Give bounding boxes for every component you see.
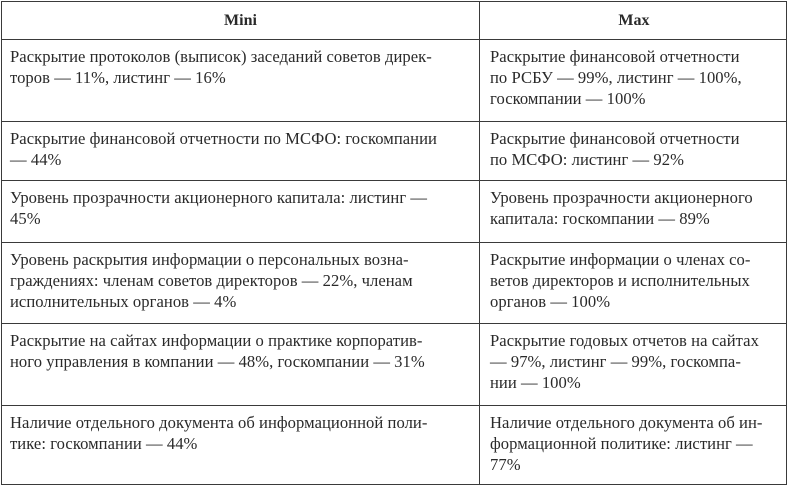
cell-text-line: по МСФО: листинг — 92% bbox=[490, 150, 684, 169]
cell-max bbox=[480, 122, 786, 180]
table-row bbox=[2, 406, 786, 484]
cell-text-line: граждениях: членам советов директоров — 22%, членам bbox=[10, 271, 413, 290]
cell-text-line: Раскрытие финансовой отчетности по МСФО: госкомпании bbox=[10, 129, 437, 148]
cell-text-line: Раскрытие информации о членах со- bbox=[490, 250, 751, 269]
cell-text-line: Раскрытие на сайтах информации о практике корпоратив- bbox=[10, 331, 423, 350]
cell-max bbox=[480, 243, 786, 323]
header-cell-max bbox=[480, 2, 786, 39]
header-label-mini: Mini bbox=[223, 12, 258, 29]
cell-text-line: торов — 11%, листинг — 16% bbox=[10, 68, 226, 87]
cell-text-line: — 97%, листинг — 99%, госкомпа- bbox=[490, 352, 741, 371]
cell-mini bbox=[2, 406, 480, 484]
cell-text-line: Уровень раскрытия информации о персональных возна- bbox=[10, 250, 409, 269]
cell-text-line: капитала: госкомпании — 89% bbox=[490, 209, 710, 228]
table-row bbox=[2, 122, 786, 181]
cell-max bbox=[480, 324, 786, 405]
cell-mini bbox=[2, 243, 480, 323]
cell-text-line: нии — 100% bbox=[490, 373, 581, 392]
cell-text-line: формационной политике: листинг — bbox=[490, 434, 753, 453]
table-header-row bbox=[2, 2, 786, 40]
cell-text-line: 77% bbox=[490, 455, 521, 474]
cell-text-line: госкомпании — 100% bbox=[490, 89, 646, 108]
header-label-max: Max bbox=[618, 12, 650, 29]
table-row bbox=[2, 40, 786, 122]
cell-text-line: органов — 100% bbox=[490, 292, 611, 311]
cell-mini bbox=[2, 40, 480, 121]
cell-text-line: Раскрытие протоколов (выписок) заседаний советов дирек- bbox=[10, 47, 432, 66]
cell-text-line: Наличие отдельного документа об ин- bbox=[490, 413, 763, 432]
cell-text-line: Раскрытие финансовой отчетности bbox=[490, 47, 740, 66]
cell-text-line: 45% bbox=[10, 209, 41, 228]
cell-max bbox=[480, 181, 786, 242]
table-row bbox=[2, 324, 786, 406]
cell-text-line: Раскрытие финансовой отчетности bbox=[490, 129, 740, 148]
cell-text-line: Наличие отдельного документа об информационной поли- bbox=[10, 413, 428, 432]
table-row bbox=[2, 243, 786, 324]
cell-text-line: ного управления в компании — 48%, госкомпании — 31% bbox=[10, 352, 425, 371]
cell-text-line: тике: госкомпании — 44% bbox=[10, 434, 198, 453]
disclosure-comparison-table bbox=[1, 1, 787, 485]
cell-mini bbox=[2, 324, 480, 405]
cell-mini bbox=[2, 181, 480, 242]
cell-text-line: Уровень прозрачности акционерного bbox=[490, 188, 753, 207]
header-cell-mini bbox=[2, 2, 480, 39]
cell-text-line: по РСБУ — 99%, листинг — 100%, bbox=[490, 68, 742, 87]
cell-text-line: Раскрытие годовых отчетов на сайтах bbox=[490, 331, 759, 350]
cell-max bbox=[480, 40, 786, 121]
table-row bbox=[2, 181, 786, 243]
cell-text-line: ветов директоров и исполнительных bbox=[490, 271, 750, 290]
cell-text-line: исполнительных органов — 4% bbox=[10, 292, 237, 311]
cell-text-line: — 44% bbox=[10, 150, 62, 169]
cell-mini bbox=[2, 122, 480, 180]
cell-max bbox=[480, 406, 786, 484]
cell-text-line: Уровень прозрачности акционерного капитала: листинг — bbox=[10, 188, 428, 207]
